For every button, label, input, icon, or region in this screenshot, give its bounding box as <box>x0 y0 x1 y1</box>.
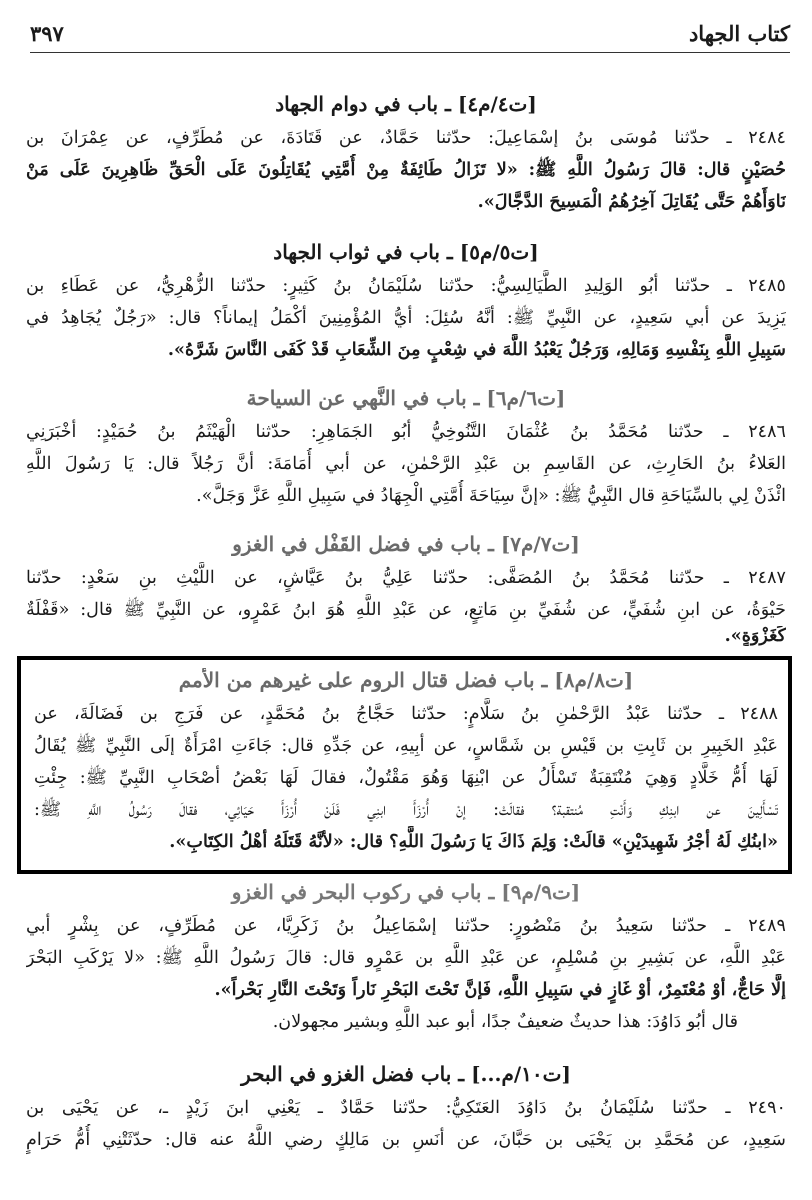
text-line: ائْذَنْ لِي بالسِّيَاحَةِ قال النَّبِيُّ ﷺ: «إنَّ سِيَاحَةَ أُمَّتِي الْجِهَادُ في سَبِيلِ اللَّهِ عَزَّ وَجَلَّ». <box>196 486 786 506</box>
editor-note: قال أبُو دَاوُدَ: هذا حديثٌ ضعيفٌ جدًا، أبو عبد اللَّهِ وبشير مجهولان. <box>272 1012 738 1032</box>
chapter-section <box>26 1062 786 1156</box>
text-line: حُصَيْنٍ قال: قالَ رَسُولُ اللَّهِ ﷺ: «لا تَزَالُ طَائِفَةٌ مِنْ أُمَّتِي يُقَاتِلُونَ عَلَى الْحَقِّ ظَاهِرِينَ عَلَى مَنْ <box>26 159 786 180</box>
chapter-section <box>26 532 786 646</box>
text-line: ٢٤٨٤ ـ حدّثنا مُوسَى بنُ إسْمَاعِيلَ: حدّثنا حَمَّادٌ، عن قَتَادَةَ، عن مُطَرِّفٍ، عن عِمْرَانَ بن <box>26 128 786 148</box>
chapter-section <box>26 880 786 1038</box>
text-line: ٢٤٨٦ ـ حدّثنا مُحَمَّدُ بنُ عُثْمَانَ التَّنُوخِيُّ أبُو الجَمَاهِرِ: حدّثنا الْهَيْثَمُ بنُ حُمَيْدٍ: أخْبَرَنِي <box>26 422 786 442</box>
text-line: ٢٤٩٠ ـ حدّثنا سُلَيْمَانُ بنُ دَاوُدَ العَتَكِيُّ: حدّثنا حَمَّادٌ ـ يَعْنِي ابنَ زَيْدٍ ـ، عن يَحْيَى بن <box>26 1098 786 1118</box>
text-line: «ابنُكِ لَهُ أجْرُ شَهِيدَيْنِ» قالَتْ: وَلِمَ ذَاكَ يَا رَسُولَ اللَّهِ؟ قال: «لأنَّهُ قَتَلَهُ أهْلُ الكِتَابِ». <box>169 831 778 852</box>
chapter-title: [ت٨/م٨] ـ باب فضل قتال الروم على غيرهم من الأمم <box>178 668 634 692</box>
chapter-title: [ت٧/م٧] ـ باب في فضل القَفْل في الغزو <box>232 532 580 556</box>
text-line: عَبْدِ الخَبِيرِ بن ثَابِتِ بن قَيْسِ بن شَمَّاسٍ، عن أبِيهِ، عن جَدِّهِ قال: جَاءَتِ امْرَأَةٌ إلَى النَّبِيِّ ﷺ يُقَالُ <box>34 736 778 756</box>
chapter-section <box>26 240 786 366</box>
text-line: العَلاءُ بنُ الحَارِثِ، عن القَاسِمِ بن عَبْدِ الرَّحْمٰنِ، عن أبي أُمَامَةَ: أنَّ رَجُلاً قال: يَا رَسُولَ اللَّهِ <box>26 454 786 474</box>
chapter-section <box>26 386 786 512</box>
text-line: حَيْوَةُ، عن ابنِ شُفَيٍّ، عن شُفَيِّ بنِ مَاتِعٍ، عن عَبْدِ اللَّهِ هُوَ ابنُ عَمْرٍو، عن النَّبِيِّ ﷺ قال: «قَفْلَةٌ <box>26 600 786 620</box>
chapter-title: [ت٩/م٩] ـ باب في ركوب البحر في الغزو <box>231 880 581 904</box>
chapter-section-highlighted <box>34 668 778 858</box>
text-line: ٢٤٨٧ ـ حدّثنا مُحَمَّدُ بنُ المُصَفَّى: حدّثنا عَلِيُّ بنُ عَيَّاشٍ، عن اللَّيْثِ بنِ سَعْدٍ: حدّثنا <box>26 568 786 588</box>
text-line: إلَّا حَاجٌّ، أوْ مُعْتَمِرٌ، أوْ غَازٍ في سَبِيلِ اللَّهِ، فَإنَّ تَحْتَ البَحْرِ نَاراً وَتَحْتَ النَّارِ بَحْراً». <box>214 979 786 1000</box>
chapter-title: [ت٤/م٤] ـ باب في دوام الجهاد <box>275 92 537 116</box>
running-header <box>30 18 790 53</box>
text-line: لَهَا أُمُّ خَلَّادٍ وَهِيَ مُنْتَقِبَةٌ تَسْأَلُ عن ابْنِهَا وَهُوَ مَقْتُولٌ، فقالَ لَهَا بَعْضُ أصْحَابِ النَّبِيِّ ﷺ: جِئْتِ <box>34 768 778 788</box>
page-number: ٣٩٧ <box>30 20 64 46</box>
text-line: تَسْأَلِينَ عن ابنِكِ وَأَنْتِ مُنتقبة؟ فقالَتْ: إنْ أُرْزَأَ ابنِي فَلَنْ أُرْزَأَ حَيَائِي، فقالَ رَسُولُ اللَّهِ ﷺ: <box>34 800 778 820</box>
text-line: ٢٤٨٩ ـ حدّثنا سَعِيدُ بنُ مَنْصُورٍ: حدّثنا إسْمَاعِيلُ بنُ زَكَرِيَّا، عن مُطَرِّفٍ، عن بِشْرٍ أبي <box>26 916 786 936</box>
text-line: كَغَزْوَةٍ». <box>724 626 786 646</box>
text-line: ٢٤٨٥ ـ حدّثنا أبُو الوَلِيدِ الطَّيَالِسِيُّ: حدّثنا سُلَيْمَانُ بنُ كَثِيرٍ: حدّثنا الزُّهْرِيُّ، عن عَطَاءِ بن <box>26 276 786 296</box>
chapter-section <box>26 92 786 218</box>
text-line: ٢٤٨٨ ـ حدّثنا عَبْدُ الرَّحْمٰنِ بنُ سَلَّامٍ: حدّثنا حَجَّاجُ بنُ مُحَمَّدٍ، عن فَرَجِ بن فَضَالَةَ، عن <box>34 704 778 724</box>
chapter-title: [ت٦/م٦] ـ باب في النَّهي عن السياحة <box>246 386 566 410</box>
text-line: يَزِيدَ عن أبي سَعِيدٍ، عن النَّبِيِّ ﷺ: أنَّهُ سُئِلَ: أيُّ المُؤْمِنِينَ أكْمَلُ إيماناً؟ قال: «رَجُلٌ يُجَاهِدُ في <box>26 308 786 328</box>
text-line: سَعِيدٍ، عن مُحَمَّدِ بن يَحْيَى بن حَبَّانَ، عن أنَسِ بن مَالِكٍ رضي اللَّهُ عنه قال: حدّثَتْنِي أُمُّ حَرَامٍ <box>26 1130 786 1150</box>
text-line: سَبِيلِ اللَّهِ بِنَفْسِهِ وَمَالِهِ، وَرَجُلٌ يَعْبُدُ اللَّهَ في شِعْبٍ مِنَ الشِّعَابِ قَدْ كَفَى النَّاسَ شَرَّهُ». <box>167 339 786 360</box>
chapter-title: [ت٥/م٥] ـ باب في ثواب الجهاد <box>273 240 539 264</box>
text-line: نَاوَأَهُمْ حَتَّى يُقَاتِلَ آخِرُهُمُ الْمَسِيحَ الدَّجَّالَ». <box>477 191 786 212</box>
book-title: كتاب الجهاد <box>688 20 790 46</box>
text-line: عَبْدِ اللَّهِ، عن بَشِيرِ بنِ مُسْلِمٍ، عن عَبْدِ اللَّهِ بن عَمْرٍو قال: قالَ رَسُولُ اللَّهِ ﷺ: «لا يَرْكَبِ البَحْرَ <box>26 948 786 968</box>
chapter-title: [ت١٠/م...] ـ باب فضل الغزو في البحر <box>241 1062 571 1086</box>
